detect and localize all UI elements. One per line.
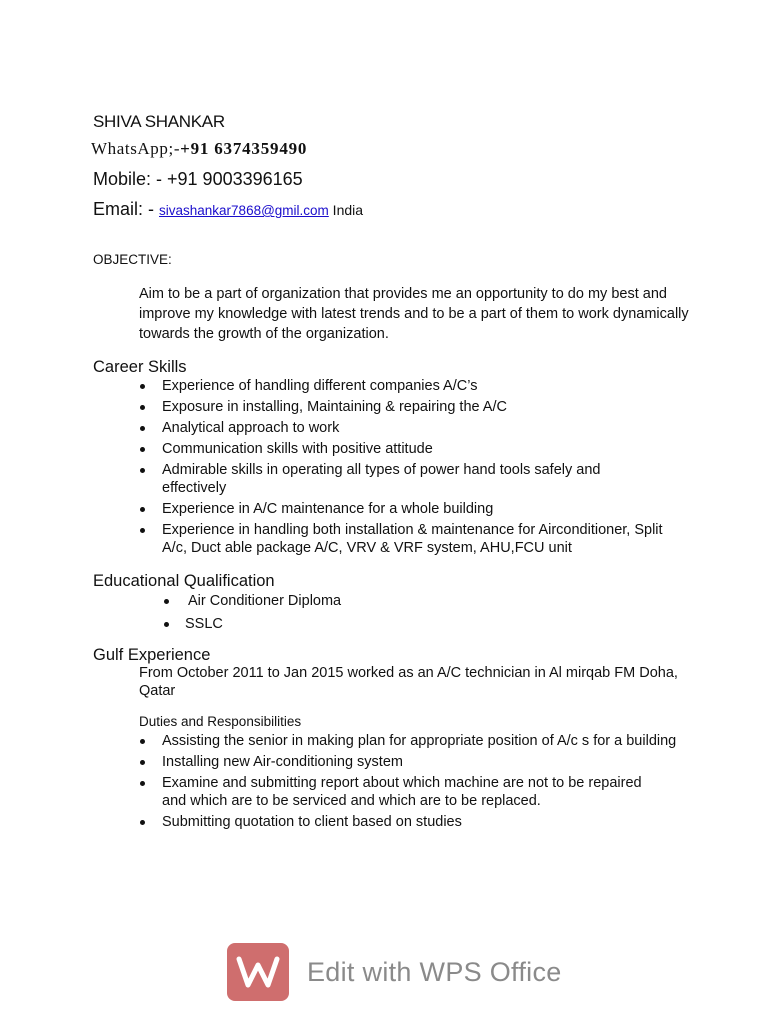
bullet-icon <box>140 507 145 512</box>
whatsapp-line <box>91 139 307 159</box>
email-label: Email: - <box>93 199 160 219</box>
list-item-text: Assisting the senior in making plan for appropriate position of A/c s for a building <box>162 733 677 749</box>
list-item-text: Examine and submitting report about which machine are not to be repaired and which are to be serviced and which are to be replaced. <box>162 775 642 809</box>
bullet-icon <box>140 760 145 765</box>
list-item <box>162 377 692 395</box>
bullet-icon <box>140 781 145 786</box>
objective-text: Aim to be a part of organization that provides me an opportunity to do my best and improve my knowledge with latest trends and to be a part of them to work dynamically towards the growth of the organization. <box>139 286 689 342</box>
list-item <box>162 732 682 750</box>
list-item <box>162 813 692 831</box>
gulf-experience-text: From October 2011 to Jan 2015 worked as an A/C technician in Al mirqab FM Doha, Qatar <box>139 665 678 699</box>
bullet-icon <box>140 739 145 744</box>
list-item-text: Experience in A/C maintenance for a whole building <box>162 501 494 517</box>
list-item <box>162 774 652 810</box>
list-item <box>162 440 692 458</box>
objective-heading: OBJECTIVE: <box>93 252 172 267</box>
wps-w-glyph-icon <box>236 955 280 989</box>
gulf-experience-heading: Gulf Experience <box>93 646 211 664</box>
duties-heading: Duties and Responsibilities <box>139 714 302 729</box>
education-list <box>162 592 562 637</box>
list-item <box>162 753 692 771</box>
list-item-text: SSLC <box>185 616 223 632</box>
wps-watermark <box>227 942 562 1002</box>
list-item <box>162 419 692 437</box>
email-link[interactable]: sivashankar7868@gmil.com <box>159 203 329 218</box>
candidate-name: SHIVA SHANKAR <box>93 112 225 131</box>
list-item <box>162 398 692 416</box>
career-skills-heading: Career Skills <box>93 358 187 376</box>
mobile-line: Mobile: - +91 9003396165 <box>93 169 303 189</box>
career-skills-list <box>162 377 692 557</box>
list-item <box>162 500 692 518</box>
list-item-text: Installing new Air-conditioning system <box>162 754 403 770</box>
bullet-icon <box>140 820 145 825</box>
list-item-text: Air Conditioner Diploma <box>188 593 342 609</box>
list-item-text: Admirable skills in operating all types of power hand tools safely and effectively <box>162 462 601 496</box>
bullet-icon <box>140 426 145 431</box>
list-item-text: Experience in handling both installation & maintenance for Airconditioner, Split A/c, Duct able package A/C, VRV & VRF system, AHU,FCU unit <box>162 522 663 556</box>
wps-logo-icon <box>227 943 289 1001</box>
bullet-icon <box>140 468 145 473</box>
education-heading: Educational Qualification <box>93 572 275 590</box>
bullet-icon <box>164 622 169 627</box>
list-item-text: Experience of handling different companies A/C’s <box>162 378 478 394</box>
list-item <box>162 592 562 610</box>
bullet-icon <box>164 599 169 604</box>
bullet-icon <box>140 447 145 452</box>
bullet-icon <box>140 405 145 410</box>
bullet-icon <box>140 528 145 533</box>
wps-watermark-text: Edit with WPS Office <box>307 956 562 987</box>
country-text: India <box>328 202 364 218</box>
email-line <box>93 199 363 220</box>
list-item <box>162 521 682 557</box>
list-item <box>162 615 562 633</box>
duties-list <box>162 732 692 831</box>
whatsapp-number: +91 6374359490 <box>180 139 308 158</box>
list-item-text: Submitting quotation to client based on studies <box>162 814 462 830</box>
list-item <box>162 461 662 497</box>
list-item-text: Analytical approach to work <box>162 420 340 436</box>
bullet-icon <box>140 384 145 389</box>
whatsapp-label: WhatsApp;- <box>91 139 181 158</box>
list-item-text: Communication skills with positive attitude <box>162 441 433 457</box>
list-item-text: Exposure in installing, Maintaining & repairing the A/C <box>162 399 507 415</box>
